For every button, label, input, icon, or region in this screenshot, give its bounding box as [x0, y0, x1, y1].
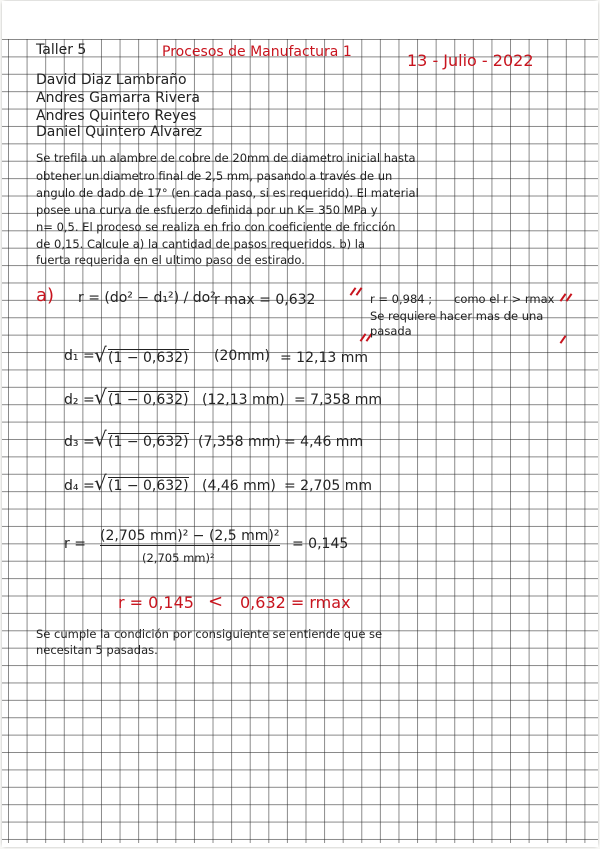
final-r-label: r = [64, 536, 86, 552]
problem-line-3: angulo de dado de 17° (en cada paso, si es requerido). El material [36, 186, 419, 200]
final-r-result: = 0,145 [292, 536, 349, 552]
taller-label: Taller 5 [36, 42, 87, 58]
final-r-numerator: (2,705 mm)² − (2,5 mm)² [100, 528, 280, 544]
comparison-left: r = 0,145 [118, 593, 194, 612]
step-label: d₁ = [64, 348, 95, 364]
problem-line-4: posee una curva de esfuerzo definida por un K= 350 MPa y [36, 203, 378, 217]
step-label: d₃ = [64, 434, 95, 450]
comparison-right: 0,632 = rmax [240, 593, 351, 612]
conclusion-line-2: necesitan 5 pasadas. [36, 643, 158, 657]
red-mark [560, 335, 567, 344]
step-label: d₄ = [64, 478, 95, 494]
problem-line-6: de 0,15. Calcule a) la cantidad de pasos requeridos. b) la [36, 237, 366, 251]
sqrt-icon: √ [94, 427, 107, 451]
author-4: Daniel Quintero Alvarez [36, 124, 203, 140]
note-text-1: como el r > rmax [454, 292, 555, 306]
problem-line-7: fuerta requerida en el ultimo paso de estirado. [36, 253, 305, 267]
red-mark [356, 287, 363, 296]
step-sqrt: (1 − 0,632) [108, 434, 189, 450]
step-factor: (20mm) [214, 348, 271, 364]
problem-line-5: n= 0,5. El proceso se realiza en frio con coeficiente de fricción [36, 220, 396, 234]
less-than-symbol: < [208, 591, 224, 612]
sqrt-icon: √ [94, 343, 107, 367]
step-label: d₂ = [64, 392, 95, 408]
problem-line-2: obtener un diametro final de 2,5 mm, pasando a través de un [36, 169, 393, 183]
step-factor: (12,13 mm) [202, 392, 285, 408]
author-3: Andres Quintero Reyes [36, 108, 197, 124]
notebook-page [2, 1, 598, 847]
step-result: = 7,358 mm [294, 392, 382, 408]
note-text-3: pasada [370, 324, 412, 338]
author-2: Andres Gamarra Rivera [36, 90, 200, 106]
step-sqrt: (1 − 0,632) [108, 392, 189, 408]
sqrt-icon: √ [94, 385, 107, 409]
step-result: = 2,705 mm [284, 478, 372, 494]
step-result: = 4,46 mm [284, 434, 364, 450]
step-sqrt: (1 − 0,632) [108, 350, 189, 366]
course-title: Procesos de Manufactura 1 [162, 44, 352, 60]
date-label: 13 - Julio - 2022 [407, 51, 534, 70]
red-mark [566, 293, 573, 302]
part-a-label: a) [36, 285, 55, 306]
author-1: David Diaz Lambraño [36, 72, 187, 88]
step-sqrt: (1 − 0,632) [108, 478, 189, 494]
sqrt-icon: √ [94, 471, 107, 495]
rmax-value: r max = 0,632 [214, 292, 316, 308]
step-factor: (4,46 mm) [202, 478, 276, 494]
step-result: = 12,13 mm [280, 350, 368, 366]
final-r-denominator: (2,705 mm)² [142, 551, 215, 565]
conclusion-line-1: Se cumple la condición por consiguiente se entiende que se [36, 627, 383, 641]
note-r-value: r = 0,984 ; [370, 292, 433, 306]
step-factor: (7,358 mm) [198, 434, 281, 450]
r-formula: r = (do² − d₁²) / do² [78, 290, 216, 306]
problem-line-1: Se trefila un alambre de cobre de 20mm de diametro inicial hasta [36, 151, 416, 165]
note-text-2: Se requiere hacer mas de una [370, 309, 544, 323]
